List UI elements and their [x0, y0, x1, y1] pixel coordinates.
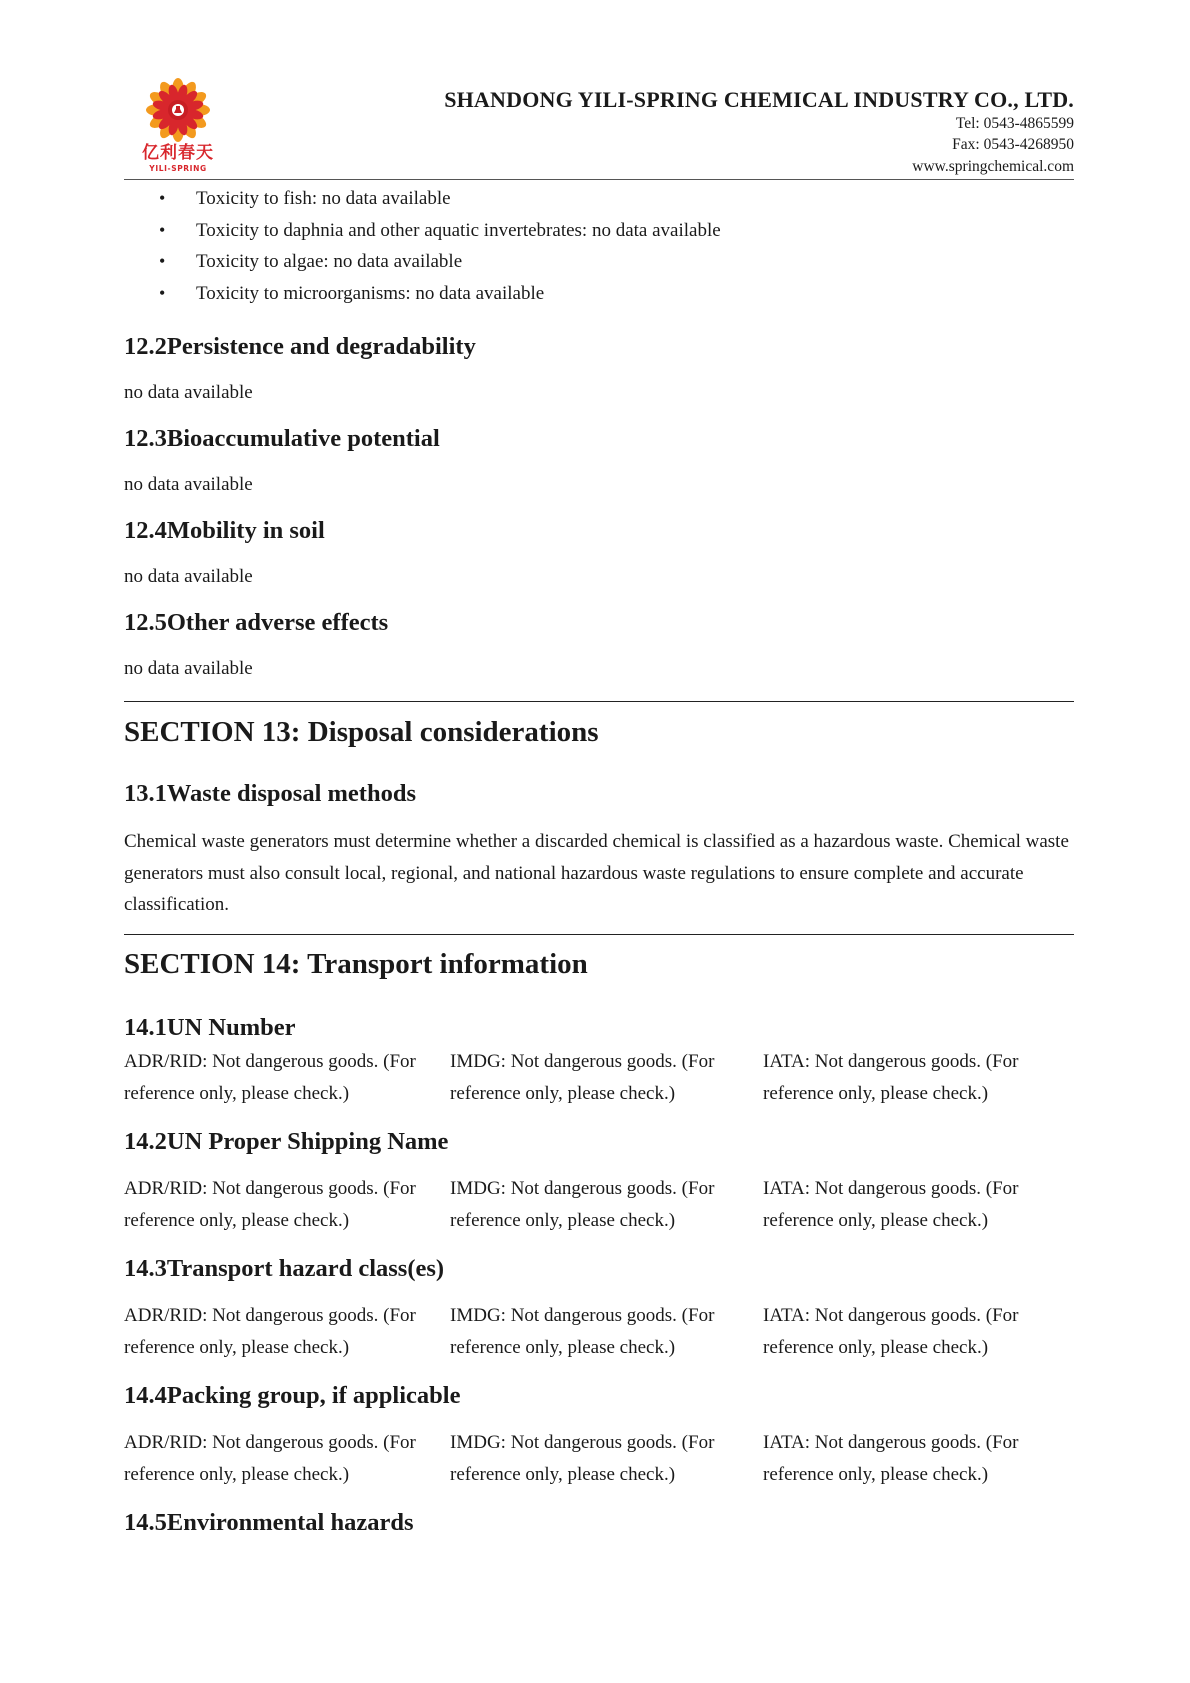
waste-disposal-text: Chemical waste generators must determine whether a discarded chemical is classified as a hazardous waste. Chemical waste generators must also consult local, regional, and national hazardous waste regulations to ensure complete and accurate classification.	[124, 831, 1069, 915]
bioaccumulative-text: no data available	[124, 474, 253, 495]
logo-chinese-text: 亿利春天	[142, 143, 214, 163]
adr-rid-cell: ADR/RID: Not dangerous goods. (For reference only, please check.)	[124, 1051, 416, 1104]
list-item: • Toxicity to fish: no data available	[124, 183, 721, 215]
iata-cell: IATA: Not dangerous goods. (For reference only, please check.)	[763, 1432, 1019, 1485]
heading-mobility: 12.4Mobility in soil	[124, 517, 325, 544]
heading-persistence: 12.2Persistence and degradability	[124, 333, 476, 360]
imdg-cell: IMDG: Not dangerous goods. (For reference only, please check.)	[450, 1432, 715, 1485]
transport-row	[124, 1427, 1084, 1491]
heading-packing-group: 14.4Packing group, if applicable	[124, 1382, 461, 1409]
imdg-cell: IMDG: Not dangerous goods. (For reference only, please check.)	[450, 1178, 715, 1231]
heading-shipping-name: 14.2UN Proper Shipping Name	[124, 1128, 449, 1155]
mobility-text: no data available	[124, 566, 253, 587]
heading-hazard-class: 14.3Transport hazard class(es)	[124, 1255, 445, 1282]
sunflower-logo-icon	[138, 76, 218, 144]
list-item: • Toxicity to microorganisms: no data available	[124, 278, 721, 310]
section-14-title: SECTION 14: Transport information	[124, 948, 588, 980]
list-item: • Toxicity to algae: no data available	[124, 246, 721, 278]
adr-rid-cell: ADR/RID: Not dangerous goods. (For reference only, please check.)	[124, 1305, 416, 1358]
transport-row	[124, 1046, 1084, 1110]
iata-cell: IATA: Not dangerous goods. (For reference only, please check.)	[763, 1305, 1019, 1358]
section-13-title: SECTION 13: Disposal considerations	[124, 716, 599, 748]
adr-rid-cell: ADR/RID: Not dangerous goods. (For reference only, please check.)	[124, 1178, 416, 1231]
company-website: www.springchemical.com	[912, 158, 1074, 175]
company-fax: Fax: 0543-4268950	[952, 136, 1074, 153]
imdg-cell: IMDG: Not dangerous goods. (For reference only, please check.)	[450, 1305, 715, 1358]
section-divider	[124, 934, 1074, 935]
company-logo	[138, 76, 218, 176]
company-tel: Tel: 0543-4865599	[955, 115, 1074, 132]
imdg-cell: IMDG: Not dangerous goods. (For reference only, please check.)	[450, 1051, 715, 1104]
iata-cell: IATA: Not dangerous goods. (For reference only, please check.)	[763, 1051, 1019, 1104]
transport-row	[124, 1173, 1084, 1237]
list-item: • Toxicity to daphnia and other aquatic invertebrates: no data available	[124, 215, 721, 247]
adr-rid-cell: ADR/RID: Not dangerous goods. (For reference only, please check.)	[124, 1432, 416, 1485]
heading-environmental-hazards: 14.5Environmental hazards	[124, 1509, 414, 1536]
persistence-text: no data available	[124, 382, 253, 403]
heading-bioaccumulative: 12.3Bioaccumulative potential	[124, 425, 440, 452]
heading-un-number: 14.1UN Number	[124, 1014, 296, 1041]
other-effects-text: no data available	[124, 658, 253, 679]
iata-cell: IATA: Not dangerous goods. (For reference only, please check.)	[763, 1178, 1019, 1231]
header-divider	[124, 179, 1074, 180]
section-divider	[124, 701, 1074, 702]
transport-row	[124, 1300, 1084, 1364]
heading-waste-disposal: 13.1Waste disposal methods	[124, 780, 417, 807]
logo-english-text: YILI-SPRING	[149, 164, 207, 173]
company-name: SHANDONG YILI-SPRING CHEMICAL INDUSTRY CO., LTD.	[444, 87, 1074, 112]
ecotoxicity-list	[124, 183, 721, 309]
heading-other-effects: 12.5Other adverse effects	[124, 609, 389, 636]
